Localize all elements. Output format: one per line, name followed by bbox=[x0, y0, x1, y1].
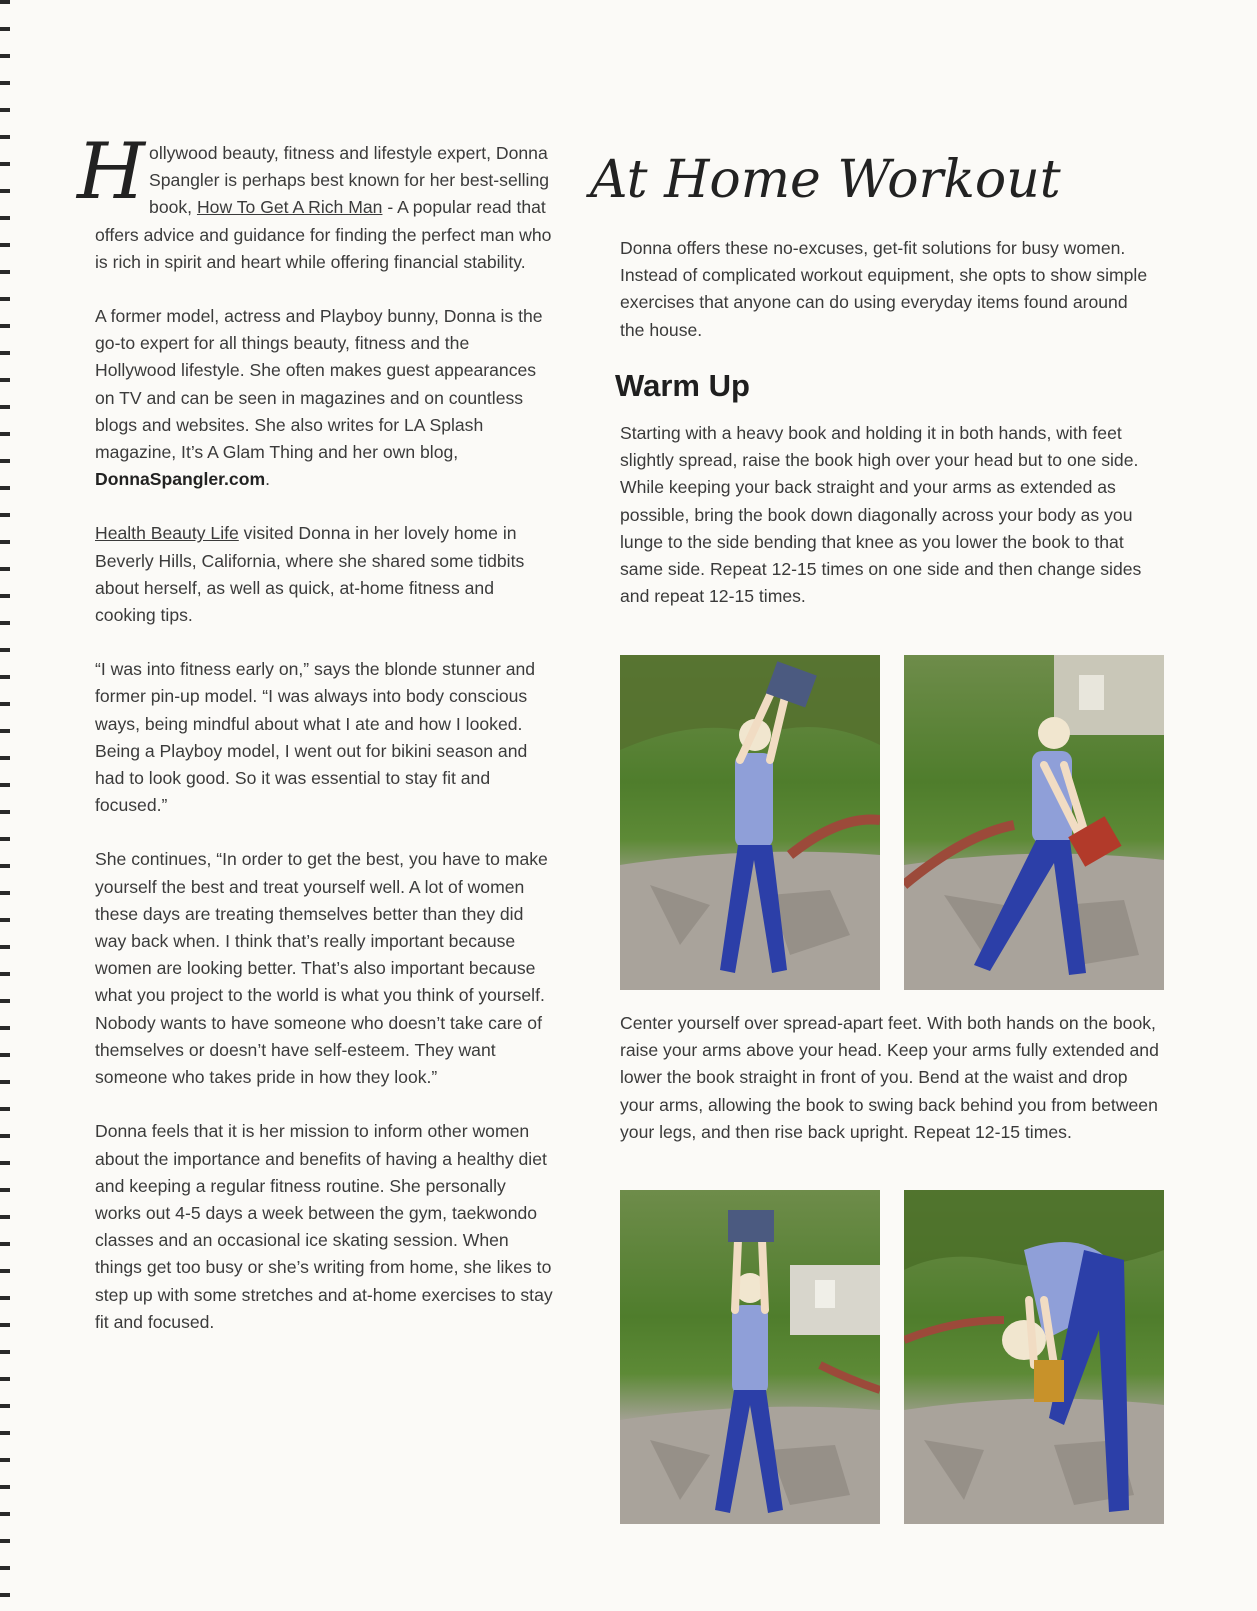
paragraph-mission: Donna feels that it is her mission to inform other women about the importance and benefits of having a healthy diet and keeping a regular fitness routine. She personally works out 4-5 days a week between the gym, taekwondo classes and an occasional ice skating session. When things get too busy or she’s writing from home, she likes to step up with some stretches and at-home exercises to stay fit and focused. bbox=[95, 1121, 553, 1332]
exercise-step-1: Starting with a heavy book and holding it in both hands, with feet slightly spread, raise the book high over your head but to one side. While keeping your back straight and your arms as extended as possible, bring the book down diagonally across your body as you lunge to the side bending that knee as you lower the book to that same side. Repeat 12-15 times on one side and then change sides and repeat 12-15 times. bbox=[620, 423, 1142, 607]
section-heading: Warm Up bbox=[615, 368, 750, 403]
book-title: How To Get A Rich Man bbox=[196, 197, 383, 218]
drop-cap: H bbox=[77, 127, 146, 217]
photo-book-lunge-low bbox=[904, 655, 1164, 990]
exercise-step-2: Center yourself over spread-apart feet. With both hands on the book, raise your arms above your head. Keep your arms fully extended and lower the book straight in front of you. Bend at the waist and drop your arms, allowing the book to swing back behind you from between your legs, and then rise back upright. Repeat 12-15 times. bbox=[620, 1013, 1159, 1142]
article-left-column bbox=[77, 127, 555, 1363]
spiral-binding bbox=[0, 0, 10, 1611]
paragraph-intro: Hollywood beauty, fitness and lifestyle expert, Donna Spangler is perhaps best known for her best-selling book, How To Get A Rich Man - A popular read that offers advice and guidance for finding the perfect man who is rich in spirit and heart while offering financial stability. bbox=[77, 127, 552, 272]
workout-intro: Donna offers these no-excuses, get-fit solutions for busy women. Instead of complicated workout equipment, she opts to show simple exercises that anyone can do using everyday items found around the house. bbox=[620, 238, 1148, 340]
photo-book-overhead bbox=[620, 1190, 880, 1524]
publication-name: Health Beauty Life bbox=[95, 523, 239, 544]
paragraph-quote-1: “I was into fitness early on,” says the blonde stunner and former pin-up model. “I was always into body conscious ways, being mindful about what I ate and how I looked. Being a Playboy model, I went out for bikini season and had to look good. So it was essential to stay fit and focused.” bbox=[95, 659, 536, 816]
paragraph-bio: A former model, actress and Playboy bunny, Donna is the go-to expert for all things beauty, fitness and the Hollywood lifestyle. She often makes guest appearances on TV and can be seen in magazines and on countless blogs and websites. She also writes for LA Splash magazine, It’s A Glam Thing and her own blog, DonnaSpangler.com. bbox=[95, 306, 543, 490]
paragraph-quote-2: She continues, “In order to get the best, you have to make yourself the best and treat yourself well. A lot of women these days are treating themselves better than they did way back when. I think that’s really important because women are looking better. That’s also important because what you project to the world is what you think of yourself. Nobody wants to have someone who doesn’t take care of themselves or doesn’t have self-esteem. They want someone who takes pride in how they look.” bbox=[95, 849, 548, 1088]
website-name: DonnaSpangler.com bbox=[95, 469, 266, 490]
photo-book-raised-side bbox=[620, 655, 880, 990]
paragraph-visit: Health Beauty Life visited Donna in her lovely home in Beverly Hills, California, where she shared some tidbits about herself, as well as quick, at-home fitness and cooking tips. bbox=[95, 523, 525, 626]
page-title: At Home Workout bbox=[590, 150, 1061, 210]
photo-book-bend-through-legs bbox=[904, 1190, 1164, 1524]
